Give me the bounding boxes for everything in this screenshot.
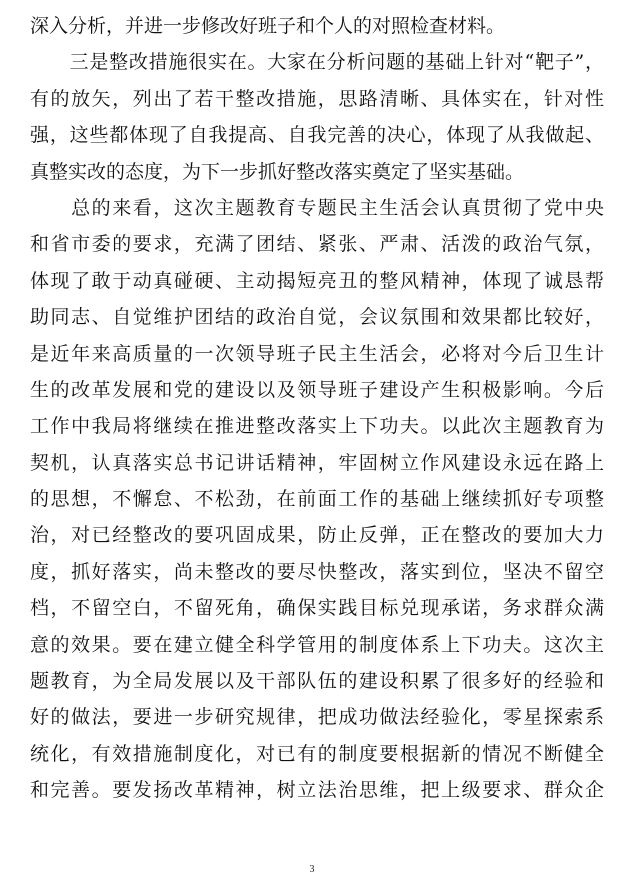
text-line-18: 意的效果。要在建立健全科学管用的制度体系上下功夫。这次主 (30, 633, 604, 656)
text-line-3: 有的放矢，列出了若干整改措施，思路清晰、具体实在，针对性 (30, 87, 604, 110)
text-line-17: 档，不留空白，不留死角，确保实践目标兑现承诺，务求群众满 (30, 597, 604, 620)
text-line-20: 好的做法，要进一步研究规律，把成功做法经验化，零星探索系 (30, 706, 604, 729)
text-line-7: 和省市委的要求，充满了团结、紧张、严肃、活泼的政治气氛， (30, 233, 604, 256)
text-line-9: 助同志、自觉维护团结的政治自觉，会议氛围和效果都比较好， (30, 306, 604, 329)
text-line-5: 真整实改的态度，为下一步抓好整改落实奠定了坚实基础。 (30, 160, 525, 183)
text-line-19: 题教育，为全局发展以及干部队伍的建设积累了很多好的经验和 (30, 670, 604, 693)
text-line-16: 度，抓好落实，尚未整改的要尽快整改，落实到位，坚决不留空 (30, 560, 604, 583)
text-line-6: 总的来看，这次主题教育专题民主生活会认真贯彻了党中央 (30, 196, 604, 219)
text-line-1: 深入分析，并进一步修改好班子和个人的对照检查材料。 (30, 15, 506, 37)
text-line-11: 生的改革发展和党的建设以及领导班子建设产生积极影响。今后 (30, 378, 604, 401)
text-line-21: 统化，有效措施制度化，对已有的制度要根据新的情况不断健全 (30, 742, 604, 765)
text-line-12: 工作中我局将继续在推进整改落实上下功夫。以此次主题教育为 (30, 415, 604, 438)
body-text (30, 8, 604, 809)
text-line-2: 三是整改措施很实在。大家在分析问题的基础上针对“靶子”， (30, 51, 604, 74)
page-number: 3 (309, 864, 315, 875)
text-line-15: 治，对已经整改的要巩固成果，防止反弹，正在整改的要加大力 (30, 524, 604, 547)
text-line-10: 是近年来高质量的一次领导班子民主生活会，必将对今后卫生计 (30, 342, 604, 365)
text-line-22: 和完善。要发扬改革精神，树立法治思维，把上级要求、群众企 (30, 779, 604, 802)
text-line-13: 契机，认真落实总书记讲话精神，牢固树立作风建设永远在路上 (30, 451, 604, 474)
text-line-8: 体现了敢于动真碰硬、主动揭短亮丑的整风精神，体现了诚恳帮 (30, 269, 604, 292)
text-line-14: 的思想，不懈怠、不松劲，在前面工作的基础上继续抓好专项整 (30, 488, 604, 511)
text-line-4: 强，这些都体现了自我提高、自我完善的决心，体现了从我做起、 (30, 124, 604, 147)
